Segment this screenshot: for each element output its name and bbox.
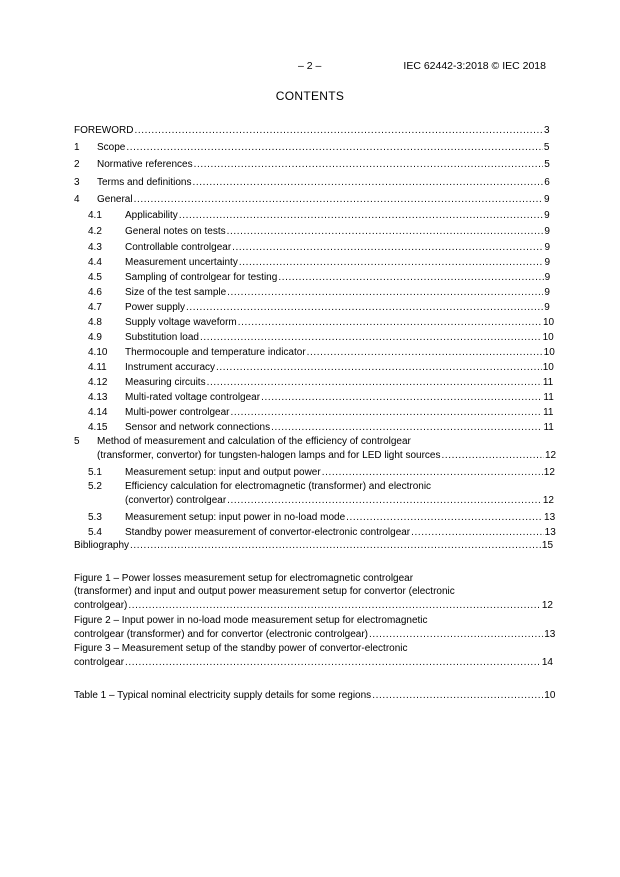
toc-entry-number: 4.11 — [88, 362, 107, 373]
toc-entry-title[interactable]: Multi-rated voltage controlgear — [125, 392, 261, 403]
toc-entry[interactable] — [74, 271, 551, 284]
toc-entry-title[interactable]: Power supply — [125, 302, 186, 313]
toc-entry-line — [97, 141, 550, 154]
toc-entry-line — [125, 316, 555, 329]
toc-entry-title[interactable]: Measurement setup: input and output power — [125, 467, 321, 478]
toc-entry-number: 5.2 — [88, 481, 102, 492]
toc-entry-page: 14 — [541, 657, 553, 668]
toc-entry-title[interactable]: General — [97, 194, 133, 205]
toc-entry-page: 9 — [544, 226, 550, 237]
toc-entry-number: 4.2 — [88, 226, 102, 237]
toc-entry-line — [97, 449, 557, 462]
toc-entry-page: 13 — [544, 629, 556, 640]
toc-entry-line — [125, 331, 554, 344]
toc-entry-line — [125, 376, 554, 389]
toc-entry-title[interactable]: Standby power measurement of convertor-electronic controlgear — [125, 527, 411, 538]
toc-entry[interactable] — [74, 316, 555, 329]
toc-entry-title[interactable]: Bibliography — [74, 540, 130, 551]
toc-entry-line — [74, 599, 553, 612]
leader-dots — [227, 494, 542, 507]
toc-entry-number: 4.5 — [88, 272, 102, 283]
leader-dots — [134, 193, 543, 206]
toc-entry[interactable] — [74, 176, 550, 189]
toc-entry[interactable] — [74, 225, 550, 238]
toc-entry-title[interactable]: Normative references — [97, 159, 193, 170]
toc-entry[interactable] — [74, 209, 550, 222]
leader-dots — [227, 286, 543, 299]
toc-entry-number: 2 — [74, 159, 80, 170]
toc-entry-line — [125, 301, 550, 314]
leader-dots — [216, 361, 542, 374]
toc-entry-number: 4.6 — [88, 287, 102, 298]
toc-entry-page: 10 — [542, 362, 554, 373]
toc-entry-title-line1: Efficiency calculation for electromagnetic (transformer) and electronic — [125, 481, 432, 492]
toc-entry-page: 10 — [543, 347, 555, 358]
toc-entry-line — [125, 209, 550, 222]
toc-entry-number: 4 — [74, 194, 80, 205]
toc-entry-page: 12 — [542, 495, 554, 506]
toc-entry-title[interactable]: Measurement uncertainty — [125, 257, 238, 268]
toc-entry-page: 9 — [544, 272, 551, 283]
toc-entry-title[interactable]: Sensor and network connections — [125, 422, 271, 433]
toc-entry-line — [97, 193, 550, 206]
toc-entry-line — [97, 158, 550, 171]
leader-dots — [239, 256, 551, 269]
toc-entry-title[interactable]: Substitution load — [125, 332, 199, 343]
toc-entry-line — [125, 256, 551, 269]
leader-dots — [232, 241, 543, 254]
toc-entry-number: 4.13 — [88, 392, 108, 403]
toc-entry-page: 11 — [543, 407, 554, 418]
figure-title-line: Figure 2 – Input power in no-load mode measurement setup for electromagnetic — [74, 615, 428, 626]
toc-entry[interactable] — [74, 346, 555, 359]
toc-entry-page: 9 — [544, 210, 550, 221]
toc-entry-title-line1: Method of measurement and calculation of the efficiency of controlgear — [97, 436, 411, 447]
toc-entry-number: 4.10 — [88, 347, 108, 358]
toc-entry-line — [125, 271, 551, 284]
leader-dots — [372, 689, 543, 702]
toc-entry[interactable] — [74, 141, 550, 154]
toc-entry-page: 13 — [544, 527, 556, 538]
toc-entry-line — [125, 391, 554, 404]
toc-entry-page: 11 — [543, 392, 554, 403]
toc-entry-title[interactable]: Measuring circuits — [125, 377, 206, 388]
list-of-tables-entry[interactable] — [74, 689, 556, 702]
toc-entry-line — [125, 361, 554, 374]
toc-entry-title[interactable]: (transformer, convertor) for tungsten-halogen lamps and for LED light sources — [97, 450, 441, 461]
toc-entry-title[interactable]: Multi-power controlgear — [125, 407, 230, 418]
toc-entry-line — [125, 346, 555, 359]
toc-entry-page: 15 — [541, 540, 554, 551]
toc-entry[interactable] — [74, 449, 557, 462]
toc-entry-page: 13 — [544, 512, 556, 523]
toc-entry-page: 10 — [542, 332, 554, 343]
leader-dots — [369, 628, 543, 641]
toc-entry-number: 4.12 — [88, 377, 108, 388]
toc-entry-line — [74, 539, 554, 552]
toc-entry-page: 10 — [542, 317, 555, 328]
leader-dots — [130, 539, 541, 552]
toc-entry[interactable] — [74, 331, 554, 344]
toc-entry-number: 4.9 — [88, 332, 102, 343]
toc-entry-number: 1 — [74, 142, 80, 153]
page-number: – 2 – — [298, 60, 322, 72]
toc-entry[interactable] — [74, 376, 554, 389]
toc-entry-number: 5.3 — [88, 512, 102, 523]
leader-dots — [307, 346, 543, 359]
toc-entry[interactable] — [74, 406, 554, 419]
toc-entry-number: 4.3 — [88, 242, 102, 253]
leader-dots — [186, 301, 543, 314]
toc-entry-page: 5 — [544, 159, 550, 170]
toc-entry-line — [125, 225, 550, 238]
toc-entry-number: 5.1 — [88, 467, 102, 478]
list-of-figures-entry[interactable] — [74, 656, 553, 669]
toc-entry-line — [125, 286, 550, 299]
toc-entry[interactable] — [74, 361, 554, 374]
leader-dots — [193, 176, 550, 189]
toc-entry-title[interactable]: Sampling of controlgear for testing — [125, 272, 278, 283]
toc-entry-page: 5 — [543, 142, 550, 153]
toc-entry-number: 4.7 — [88, 302, 102, 313]
leader-dots — [125, 656, 541, 669]
toc-entry-line — [74, 628, 556, 641]
toc-entry-line — [74, 656, 553, 669]
leader-dots — [231, 406, 543, 419]
toc-entry-title[interactable]: Measurement setup: input power in no-load mode — [125, 512, 346, 523]
toc-entry-title[interactable]: Thermocouple and temperature indicator — [125, 347, 306, 358]
toc-entry-line — [125, 494, 554, 507]
leader-dots — [128, 599, 541, 612]
toc-entry-title[interactable]: controlgear (transformer) and for convertor (electronic controlgear) — [74, 629, 369, 640]
toc-entry[interactable] — [74, 241, 550, 254]
toc-entry-line — [125, 421, 554, 434]
toc-entry-line — [74, 689, 556, 702]
toc-entry-page: 11 — [543, 422, 554, 433]
toc-entry-title[interactable]: Controllable controlgear — [125, 242, 232, 253]
toc-entry-number: 5.4 — [88, 527, 102, 538]
figure-title-line: Figure 3 – Measurement setup of the standby power of convertor-electronic — [74, 643, 408, 654]
leader-dots — [126, 141, 543, 154]
leader-dots — [134, 124, 543, 137]
toc-entry-title[interactable]: Size of the test sample — [125, 287, 227, 298]
toc-entry-page: 3 — [543, 125, 550, 136]
toc-entry-line — [125, 406, 554, 419]
toc-entry-page: 12 — [543, 467, 555, 478]
toc-entry-number: 3 — [74, 177, 80, 188]
toc-entry[interactable] — [74, 124, 550, 137]
toc-entry-line — [125, 466, 555, 479]
toc-entry-title[interactable]: Supply voltage waveform — [125, 317, 237, 328]
toc-entry-title[interactable]: Applicability — [125, 210, 178, 221]
table-of-contents — [74, 0, 557, 877]
toc-entry[interactable] — [74, 526, 556, 539]
leader-dots — [238, 316, 542, 329]
leader-dots — [194, 158, 550, 171]
toc-entry-title[interactable]: (convertor) controlgear — [125, 495, 227, 506]
toc-entry-line — [125, 526, 556, 539]
toc-entry-page: 9 — [543, 194, 550, 205]
toc-entry[interactable] — [74, 256, 551, 269]
figure-title-line: Figure 1 – Power losses measurement setup for electromagnetic controlgear — [74, 573, 414, 584]
toc-entry-title[interactable]: General notes on tests — [125, 226, 226, 237]
toc-entry-line — [97, 176, 550, 189]
toc-entry-page: 10 — [544, 690, 556, 701]
toc-entry-page: 9 — [544, 302, 550, 313]
toc-entry-number: 4.4 — [88, 257, 102, 268]
toc-entry[interactable] — [74, 193, 550, 206]
toc-entry-number: 4.14 — [88, 407, 108, 418]
list-of-figures-entry[interactable] — [74, 628, 556, 641]
toc-entry-page: 12 — [544, 450, 557, 461]
leader-dots — [207, 376, 542, 389]
toc-entry-title[interactable]: Terms and definitions — [97, 177, 192, 188]
toc-entry-number: 4.1 — [88, 210, 102, 221]
leader-dots — [271, 421, 542, 434]
toc-entry[interactable] — [74, 391, 554, 404]
toc-entry-line — [74, 124, 550, 137]
toc-entry-page: 11 — [542, 377, 554, 388]
toc-entry-line — [125, 511, 556, 524]
toc-entry[interactable] — [74, 286, 550, 299]
toc-entry-title[interactable]: Instrument accuracy — [125, 362, 216, 373]
leader-dots — [278, 271, 543, 284]
toc-entry[interactable] — [74, 421, 554, 434]
toc-entry[interactable] — [74, 158, 550, 171]
toc-entry-title[interactable]: controlgear) — [74, 600, 128, 611]
toc-entry-page: 12 — [541, 600, 553, 611]
toc-entry-title[interactable]: Scope — [97, 142, 126, 153]
figure-title-line: (transformer) and input and output power measurement setup for convertor (electronic — [74, 586, 455, 597]
list-of-figures-entry[interactable] — [74, 599, 553, 612]
toc-entry[interactable] — [74, 494, 554, 507]
toc-entry-number: 4.15 — [88, 422, 108, 433]
toc-entry-number: 4.8 — [88, 317, 102, 328]
toc-entry-page: 9 — [544, 287, 550, 298]
toc-entry-number: 5 — [74, 436, 80, 447]
page-title: CONTENTS — [275, 89, 345, 103]
toc-entry-page: 6 — [544, 177, 550, 188]
leader-dots — [227, 225, 550, 238]
toc-entry[interactable] — [74, 301, 550, 314]
toc-entry-page: 9 — [544, 257, 551, 268]
leader-dots — [346, 511, 543, 524]
leader-dots — [322, 466, 543, 479]
toc-entry-line — [125, 241, 550, 254]
leader-dots — [200, 331, 542, 344]
standard-reference: IEC 62442-3:2018 © IEC 2018 — [403, 60, 546, 72]
leader-dots — [179, 209, 543, 222]
toc-entry[interactable] — [74, 466, 555, 479]
toc-entry[interactable] — [74, 539, 554, 552]
toc-entry-title[interactable]: Table 1 – Typical nominal electricity supply details for some regions — [74, 690, 372, 701]
toc-entry[interactable] — [74, 511, 556, 524]
leader-dots — [261, 391, 542, 404]
toc-entry-title[interactable]: FOREWORD — [74, 125, 134, 136]
toc-entry-title[interactable]: controlgear — [74, 657, 125, 668]
toc-entry-page: 9 — [544, 242, 550, 253]
